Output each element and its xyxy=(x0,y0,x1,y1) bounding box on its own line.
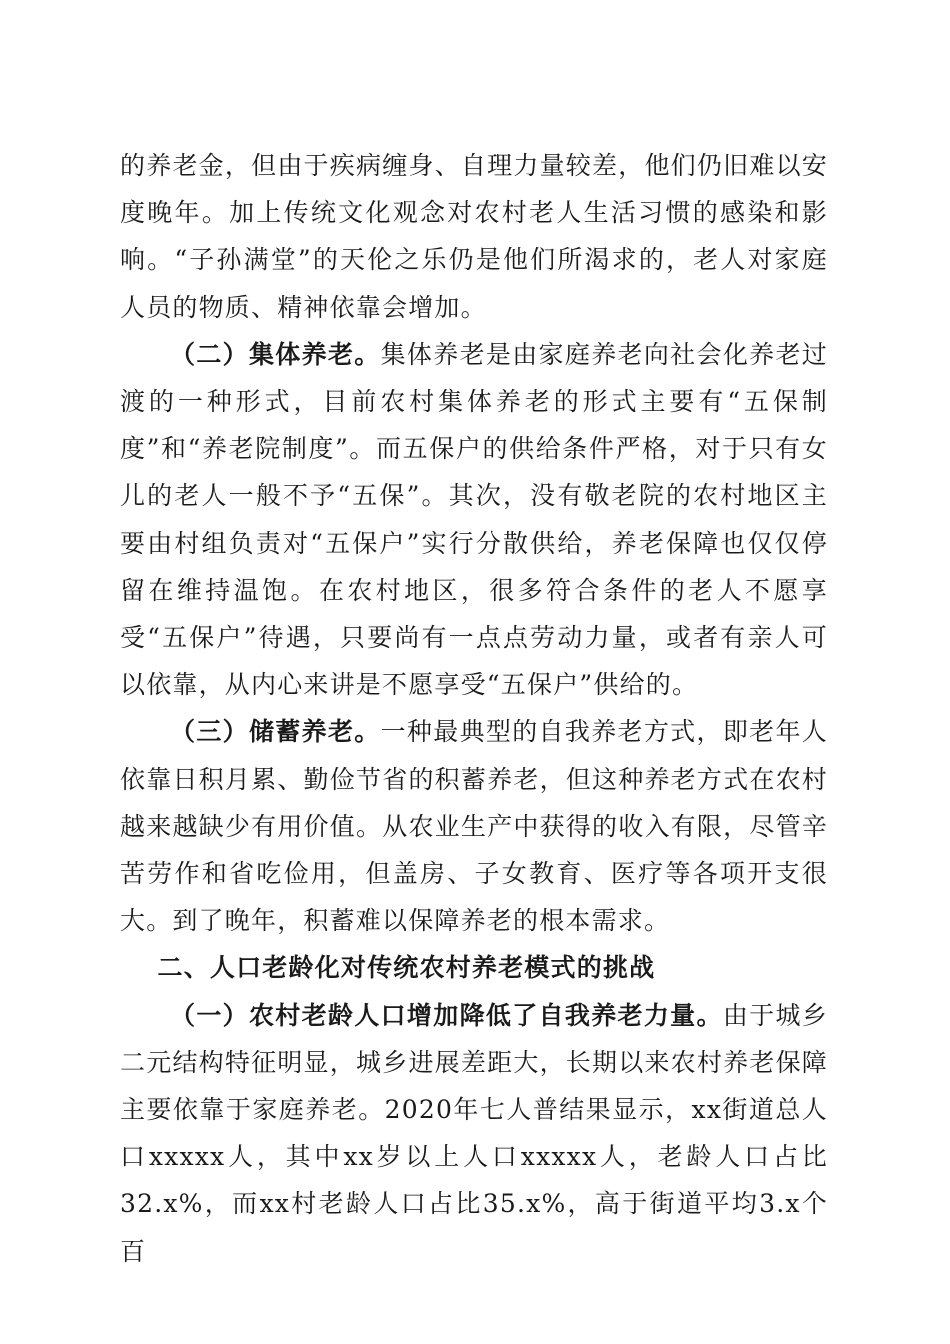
document-body xyxy=(120,142,828,1275)
paragraph-aging-population xyxy=(120,992,828,1275)
paragraph-lead: （一）农村老龄人口增加降低了自我养老力量。 xyxy=(170,1000,723,1030)
paragraph-text: 由于城乡二元结构特征明显，城乡进展差距大，长期以来农村养老保障主要依靠于家庭养老。2020年七人普结果显示，xx街道总人口xxxxx人，其中xx岁以上人口xxxxx人，老龄人口占比32.x%，而xx村老龄人口占比35.x%，高于街道平均3.x个百 xyxy=(120,1000,829,1266)
paragraph-text: 的养老金，但由于疾病缠身、自理力量较差，他们仍旧难以安度晚年。加上传统文化观念对农村老人生活习惯的感染和影响。“子孙满堂”的天伦之乐仍是他们所渴求的，老人对家庭人员的物质、精神依靠会增加。 xyxy=(120,151,828,322)
paragraph-text: 集体养老是由家庭养老向社会化养老过渡的一种形式，目前农村集体养老的形式主要有“五保制度”和“养老院制度”。而五保户的供给条件严格，对于只有女儿的老人一般不予“五保”。其次，没有敬老院的农村地区主要由村组负责对“五保户”实行分散供给，养老保障也仅仅停留在维持温饱。在农村地区，很多符合条件的老人不愿享受“五保户”待遇，只要尚有一点点劳动力量，或者有亲人可以依靠，从内心来讲是不愿享受“五保户”供给的。 xyxy=(120,339,829,700)
paragraph-savings-elderly-care xyxy=(120,708,828,944)
paragraph-text: 一种最典型的自我养老方式，即老年人依靠日积月累、勤俭节省的积蓄养老，但这种养老方式在农村越来越缺少有用价值。从农业生产中获得的收入有限，尽管辛苦劳作和省吃俭用，但盖房、子女教育、医疗等各项开支很大。到了晚年，积蓄难以保障养老的根本需求。 xyxy=(120,717,829,936)
paragraph-collective-elderly-care xyxy=(120,331,828,709)
paragraph-lead: （三）储蓄养老。 xyxy=(170,717,381,747)
paragraph-continuation xyxy=(120,142,828,331)
paragraph-lead: （二）集体养老。 xyxy=(170,339,381,369)
section-heading: 二、人口老龄化对传统农村养老模式的挑战 xyxy=(157,953,656,983)
